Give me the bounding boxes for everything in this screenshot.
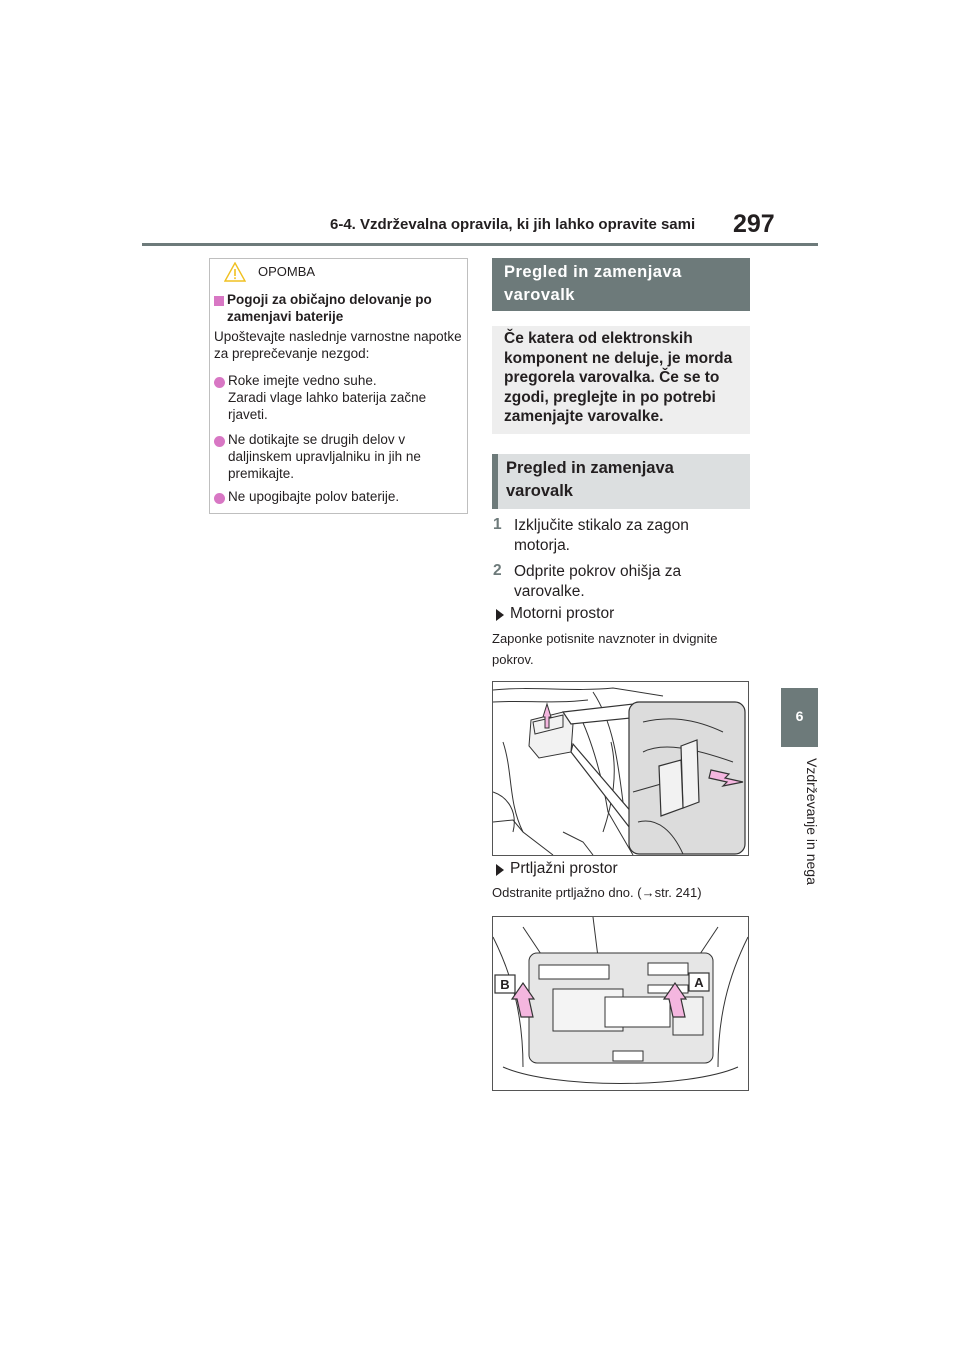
triangle-bullet-icon <box>496 864 504 876</box>
luggage-fuse-box-figure <box>492 916 749 1091</box>
chapter-label: Vzdrževanje in nega <box>804 758 820 885</box>
engine-instruction-line-1: Zaponke potisnite navznoter in dvignite <box>492 631 718 646</box>
note-bullet-1-line-3: rjaveti. <box>228 407 268 422</box>
note-title: OPOMBA <box>258 264 316 279</box>
bullet-icon <box>214 493 225 504</box>
callout-a-label: A <box>694 975 704 990</box>
subsection-title: Pregled in zamenjava varovalk <box>506 459 674 500</box>
luggage-fuse-box-illustration <box>493 917 748 1090</box>
engine-compartment-label: Motorni prostor <box>510 605 615 622</box>
step-1-line-1: Izključite stikalo za zagon <box>514 517 689 534</box>
engine-instruction-line-2: pokrov. <box>492 652 534 667</box>
summary-text: Če katera od elektronskih komponent ne deluje, je morda pregorela varovalka. Če se to zgodi, preglejte in po potrebi zamenjajte varovalke. <box>504 330 733 425</box>
note-bullet-1-line-2: Zaradi vlage lahko baterija začne <box>228 390 427 405</box>
bullet-icon <box>214 436 225 447</box>
bullet-icon <box>214 377 225 388</box>
step-1-number: 1 <box>493 516 502 533</box>
heading-square-icon <box>214 296 224 306</box>
engine-fuse-box-figure <box>492 681 749 856</box>
warning-triangle-icon <box>224 262 246 282</box>
summary-box <box>492 326 750 434</box>
chapter-tab <box>781 688 818 747</box>
section-banner <box>492 258 750 311</box>
header-divider <box>142 243 818 246</box>
note-bullet-1-line-1: Roke imejte vedno suhe. <box>228 373 377 388</box>
subsection-banner <box>492 454 750 509</box>
chapter-number: 6 <box>795 708 804 724</box>
note-bullet-2-line-3: premikajte. <box>228 466 295 481</box>
subsection-accent-bar <box>492 454 498 509</box>
note-bullet-2-line-1: Ne dotikajte se drugih delov v <box>228 432 406 447</box>
section-banner-title: Pregled in zamenjava varovalk <box>504 263 682 304</box>
step-2-line-2: varovalke. <box>514 583 585 600</box>
luggage-instruction: Odstranite prtljažno dno. (→str. 241) <box>492 885 702 900</box>
luggage-compartment-label: Prtljažni prostor <box>510 860 618 877</box>
callout-b-label: B <box>500 977 510 992</box>
step-2-number: 2 <box>493 562 502 579</box>
engine-fuse-box-illustration <box>493 682 748 855</box>
triangle-bullet-icon <box>496 609 504 621</box>
note-intro: Upoštevajte naslednje varnostne napotke za preprečevanje nezgod: <box>214 329 462 361</box>
step-1-line-2: motorja. <box>514 537 570 554</box>
note-bullet-2-line-2: daljinskem upravljalniku in jih ne <box>228 449 421 464</box>
note-bullet-3-line-1: Ne upogibajte polov baterije. <box>228 489 400 504</box>
page-number: 297 <box>733 210 775 238</box>
header-title: 6-4. Vzdrževalna opravila, ki jih lahko opravite sami <box>330 216 696 233</box>
step-2-line-1: Odprite pokrov ohišja za <box>514 563 682 580</box>
note-heading: Pogoji za običajno delovanje po zamenjavi baterije <box>227 292 432 324</box>
